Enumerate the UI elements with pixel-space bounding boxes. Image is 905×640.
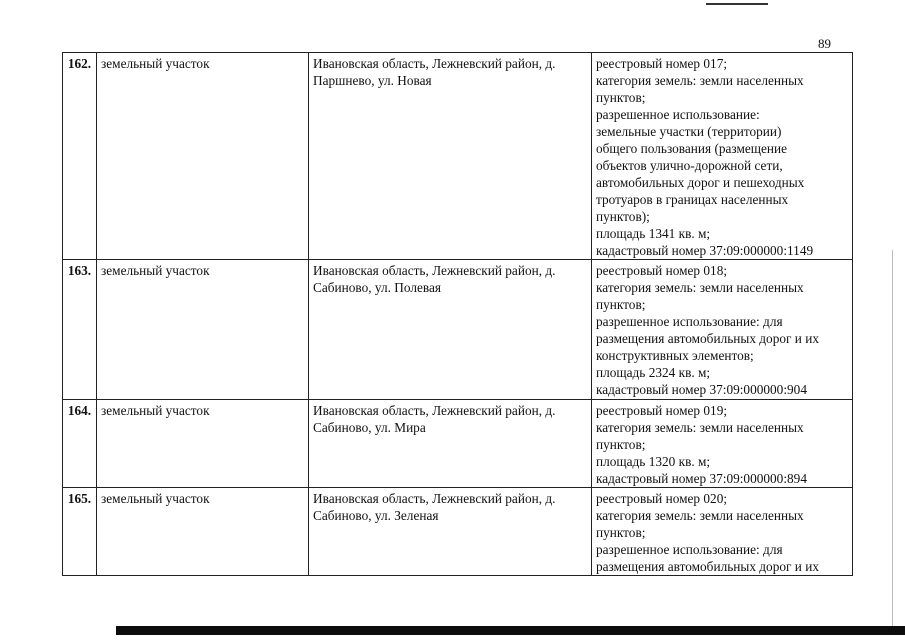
row-number: 164.	[63, 400, 97, 488]
scan-bottom-bar	[116, 626, 905, 635]
detail-line: площадь 1341 кв. м;	[596, 226, 711, 241]
detail-line: разрешенное использование: для	[596, 542, 783, 557]
detail-line: категория земель: земли населенных	[596, 73, 804, 88]
detail-line: земельные участки (территории)	[596, 124, 782, 139]
address: Ивановская область, Лежневский район, д. Сабиново, ул. Полевая	[309, 260, 592, 400]
detail-line: кадастровый номер 37:09:000000:1149	[596, 243, 814, 258]
detail-line: пунктов;	[596, 437, 646, 452]
object-type: земельный участок	[97, 488, 309, 576]
registry-table	[62, 52, 853, 576]
detail-line: площадь 1320 кв. м;	[596, 454, 711, 469]
detail-line: площадь 2324 кв. м;	[596, 365, 711, 380]
detail-line: пунктов;	[596, 297, 646, 312]
table-row	[63, 260, 853, 400]
object-type: земельный участок	[97, 400, 309, 488]
detail-line: реестровый номер 020;	[596, 491, 728, 506]
detail-line: автомобильных дорог и пешеходных	[596, 175, 805, 190]
detail-line: категория земель: земли населенных	[596, 420, 804, 435]
detail-line: объектов улично-дорожной сети,	[596, 158, 783, 173]
table-row	[63, 53, 853, 260]
detail-line: размещения автомобильных дорог и их	[596, 559, 819, 574]
object-type: земельный участок	[97, 260, 309, 400]
detail-line: общего пользования (размещение	[596, 141, 788, 156]
detail-line: конструктивных элементов;	[596, 348, 754, 363]
detail-line: реестровый номер 017;	[596, 56, 728, 71]
details	[592, 53, 853, 260]
detail-line: разрешенное использование: для	[596, 314, 783, 329]
page-number: 89	[818, 36, 831, 51]
address: Ивановская область, Лежневский район, д. Паршнево, ул. Новая	[309, 53, 592, 260]
table-row	[63, 400, 853, 488]
detail-line: реестровый номер 018;	[596, 263, 728, 278]
row-number: 162.	[63, 53, 97, 260]
row-number: 165.	[63, 488, 97, 576]
detail-line: пунктов;	[596, 90, 646, 105]
scan-edge-line	[892, 250, 893, 630]
address: Ивановская область, Лежневский район, д. Сабиново, ул. Мира	[309, 400, 592, 488]
details	[592, 400, 853, 488]
table-row	[63, 488, 853, 576]
detail-line: кадастровый номер 37:09:000000:904	[596, 382, 807, 397]
details	[592, 488, 853, 576]
detail-line: пунктов;	[596, 525, 646, 540]
details	[592, 260, 853, 400]
detail-line: категория земель: земли населенных	[596, 508, 804, 523]
detail-line: тротуаров в границах населенных	[596, 192, 789, 207]
detail-line: кадастровый номер 37:09:000000:894	[596, 471, 807, 486]
detail-line: категория земель: земли населенных	[596, 280, 804, 295]
detail-line: размещения автомобильных дорог и их	[596, 331, 819, 346]
detail-line: пунктов);	[596, 209, 650, 224]
address: Ивановская область, Лежневский район, д. Сабиново, ул. Зеленая	[309, 488, 592, 576]
row-number: 163.	[63, 260, 97, 400]
top-rule	[706, 3, 768, 5]
object-type: земельный участок	[97, 53, 309, 260]
detail-line: разрешенное использование:	[596, 107, 760, 122]
detail-line: реестровый номер 019;	[596, 403, 728, 418]
